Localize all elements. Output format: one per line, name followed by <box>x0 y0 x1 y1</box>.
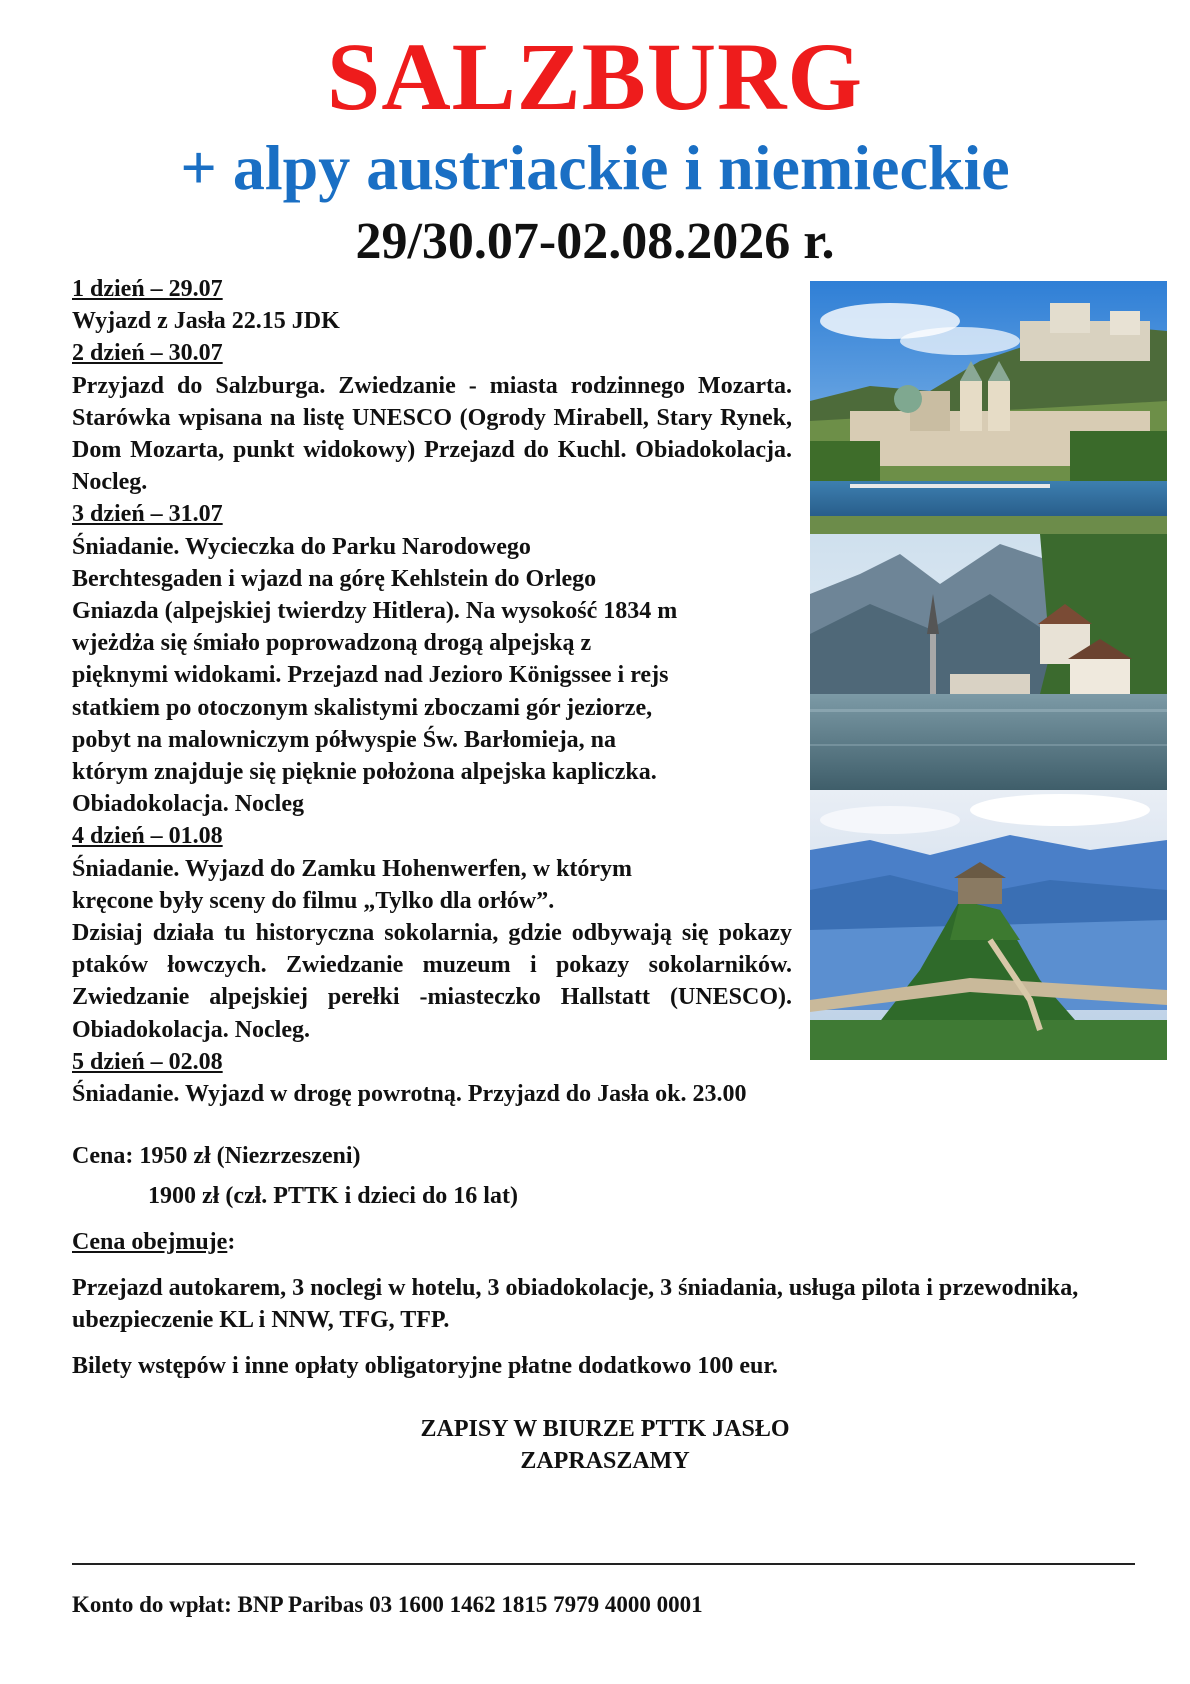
day-4-text: Dzisiaj działa tu historyczna sokolarnia, gdzie odbywają się pokazy ptaków łowczych. Zwiedzanie muzeum i pokazy sokolarników. Zwiedzanie alpejskiej perełki -miasteczko Hallstatt (UNESCO). Obiadokolacja. Nocleg. <box>72 920 792 1043</box>
day-1-heading: 1 dzień – 29.07 <box>72 276 223 302</box>
day-3-line: Śniadanie. Wycieczka do Parku Narodowego <box>72 533 531 560</box>
price-section <box>72 1140 1122 1382</box>
includes-heading: Cena obejmuje <box>72 1229 228 1255</box>
page-title: SALZBURG <box>326 23 864 130</box>
day-3-line: wjeżdża się śmiało poprowadzoną drogą alpejską z <box>72 630 592 657</box>
itinerary <box>72 273 792 1110</box>
signup-line: ZAPISY W BIURZE PTTK JASŁO <box>420 1416 790 1442</box>
extra-fees: Bilety wstępów i inne opłaty obligatoryjne płatne dodatkowo 100 eur. <box>72 1353 778 1379</box>
page-subtitle: + alpy austriackie i niemieckie <box>180 132 1010 203</box>
day-2-heading: 2 dzień – 30.07 <box>72 340 223 367</box>
price-regular: Cena: 1950 zł (Niezrzeszeni) <box>72 1143 361 1169</box>
invite-line: ZAPRASZAMY <box>520 1448 690 1474</box>
day-3-line: Obiadokolacja. Nocleg <box>72 791 304 818</box>
day-4-line: Śniadanie. Wyjazd do Zamku Hohenwerfen, w którym <box>72 855 633 882</box>
day-3-line: pięknymi widokami. Przejazd nad Jezioro Königssee i rejs <box>72 662 669 689</box>
day-3-line: pobyt na malowniczym półwyspie Św. Barłomieja, na <box>72 726 617 753</box>
day-5-line: Śniadanie. Wyjazd w drogę powrotną. Przyjazd do Jasła ok. 23.00 <box>72 1081 747 1108</box>
day-3-line: Berchtesgaden i wjazd na górę Kehlstein do Orlego <box>72 565 597 592</box>
signup-note <box>0 1413 1190 1477</box>
price-discount: 1900 zł (czł. PTTK i dzieci do 16 lat) <box>148 1183 518 1209</box>
day-4-line: kręcone były sceny do filmu „Tylko dla orłów”. <box>72 887 555 914</box>
kehlstein-eagles-nest-photo <box>810 790 1167 1060</box>
includes-block <box>72 1226 1122 1258</box>
day-3-heading: 3 dzień – 31.07 <box>72 501 223 528</box>
day-1-line: Wyjazd z Jasła 22.15 JDK <box>72 308 340 335</box>
includes-colon: : <box>227 1229 236 1255</box>
day-3-line: Gniazda (alpejskiej twierdzy Hitlera). Na wysokość 1834 m <box>72 598 678 625</box>
salzburg-panorama-photo <box>810 281 1167 534</box>
day-3-line: którym znajduje się pięknie położona alpejska kapliczka. <box>72 759 657 786</box>
day-5-heading: 5 dzień – 02.08 <box>72 1048 223 1075</box>
trip-dates: 29/30.07-02.08.2026 r. <box>355 213 835 270</box>
divider <box>72 1563 1135 1565</box>
bank-account: Konto do wpłat: BNP Paribas 03 1600 1462 1815 7979 4000 0001 <box>72 1592 703 1617</box>
hallstatt-lake-photo <box>810 534 1167 790</box>
day-2-text: Przyjazd do Salzburga. Zwiedzanie - miasta rodzinnego Mozarta. Starówka wpisana na listę UNESCO (Ogrody Mirabell, Stary Rynek, Dom Mozarta, punkt widokowy) Przejazd do Kuchl. Obiadokolacja. Nocleg. <box>72 372 792 496</box>
photo-column <box>810 281 1167 1060</box>
day-3-line: statkiem po otoczonym skalistymi zboczami gór jeziorze, <box>72 694 653 721</box>
includes-text: Przejazd autokarem, 3 noclegi w hotelu, 3 obiadokolacje, 3 śniadania, usługa pilota i przewodnika, ubezpieczenie KL i NNW, TFG, TFP. <box>72 1275 1079 1333</box>
day-4-heading: 4 dzień – 01.08 <box>72 823 223 850</box>
